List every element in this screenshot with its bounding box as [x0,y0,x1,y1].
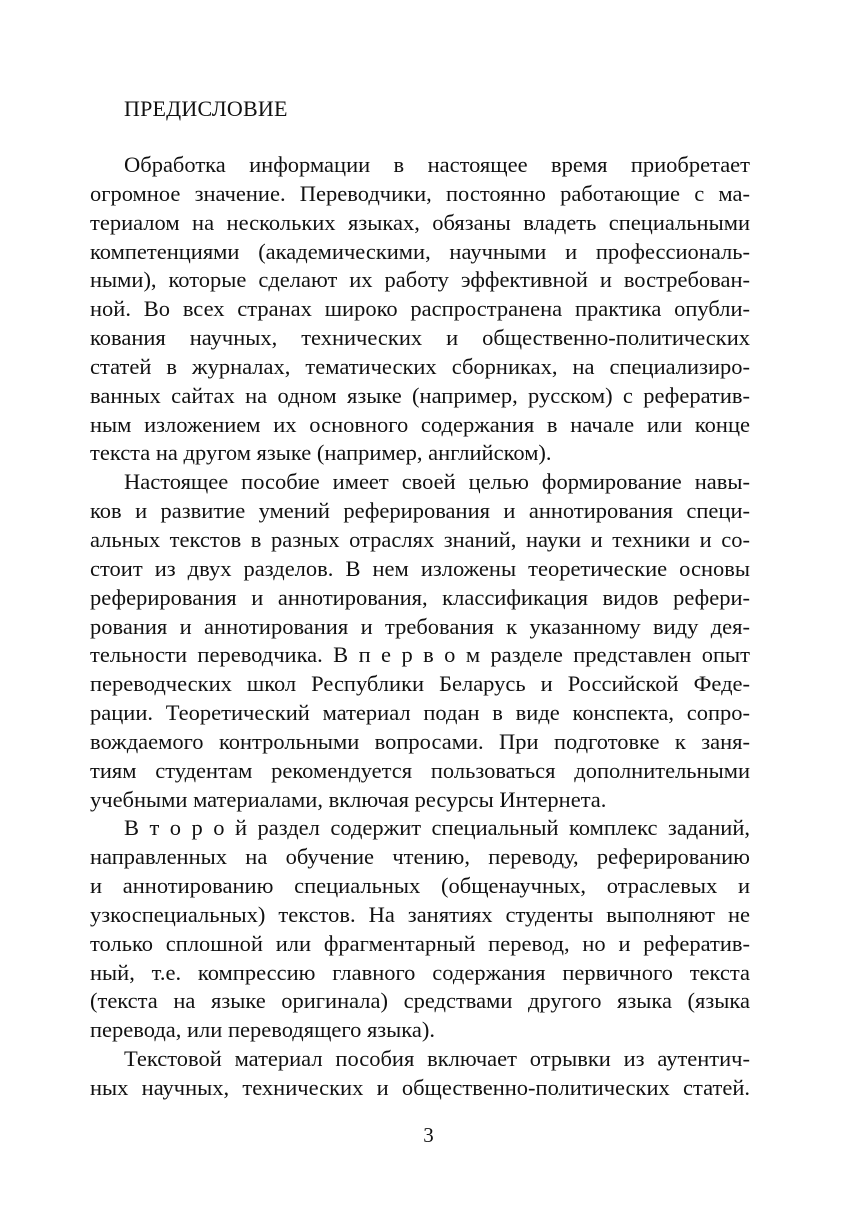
text-line: Обработка информации в настоящее время приобретает [124,152,750,177]
text-line: и аннотированию специальных (общенаучных, отраслевых и [90,873,750,899]
text-line: стоит из двух разделов. В нем изложены теоретические основы [90,555,750,581]
text-line: тиям студентам рекомендуется пользоваться дополнительными [90,757,750,783]
text-line: учебными материалами, включая ресурсы Интернета. [90,786,607,812]
text-line: ный, т.е. компрессию главного содержания первичного текста [90,959,750,985]
text-line: только сплошной или фрагментарный перевод, но и рефератив- [90,930,750,956]
text-line: компетенциями (академическими, научными и профессиональ- [90,238,750,264]
text-line: огромное значение. Переводчики, постоянно работающие с ма- [90,180,750,206]
text-line: Текстовой материал пособия включает отрывки из аутентич- [124,1046,750,1072]
text-line: териалом на нескольких языках, обязаны владеть специальными [90,209,750,235]
text-line: ных научных, технических и общественно-политических статей. [90,1075,750,1100]
text-line: ванных сайтах на одном языке (например, русском) с рефератив- [90,382,750,408]
text-line: Настоящее пособие имеет своей целью формирование навы- [124,469,750,495]
section-heading: ПРЕДИСЛОВИЕ [124,96,288,121]
text-line: вождаемого контрольными вопросами. При подготовке к заня- [90,728,750,754]
text-line: альных текстов в разных отраслях знаний, науки и техники и со- [90,526,750,552]
text-line: узкоспециальных) текстов. На занятиях студенты выполняют не [90,901,750,927]
text-line: ными), которые сделают их работу эффективной и востребован- [90,267,750,293]
text-line: ной. Во всех странах широко распространена практика опубли- [90,296,750,322]
text-line: статей в журналах, тематических сборниках, на специализиро- [90,353,750,379]
text-line: ков и развитие умений реферирования и аннотирования специ- [90,498,750,524]
text-line: В т о р о й раздел содержит специальный комплекс заданий, [124,815,750,841]
text-line: тельности переводчика. В п е р в о м разделе представлен опыт [90,642,750,668]
text-line: ным изложением их основного содержания в начале или конце [90,411,750,437]
text-line: (текста на языке оригинала) средствами другого языка (языка [90,988,750,1014]
body-text [90,151,750,1103]
text-line: перевода, или переводящего языка). [90,1017,435,1043]
text-line: реферирования и аннотирования, классификация видов рефери- [90,584,750,610]
page-number: 3 [423,1123,434,1147]
text-line: рации. Теоретический материал подан в виде конспекта, сопро- [90,700,750,726]
text-line: кования научных, технических и общественно-политических [90,325,750,351]
text-line: направленных на обучение чтению, переводу, реферированию [90,844,750,870]
text-line: рования и аннотирования и требования к указанному виду дея- [90,613,750,639]
text-line: переводческих школ Республики Беларусь и Российской Феде- [90,671,750,697]
text-line: текста на другом языке (например, английском). [90,440,552,466]
